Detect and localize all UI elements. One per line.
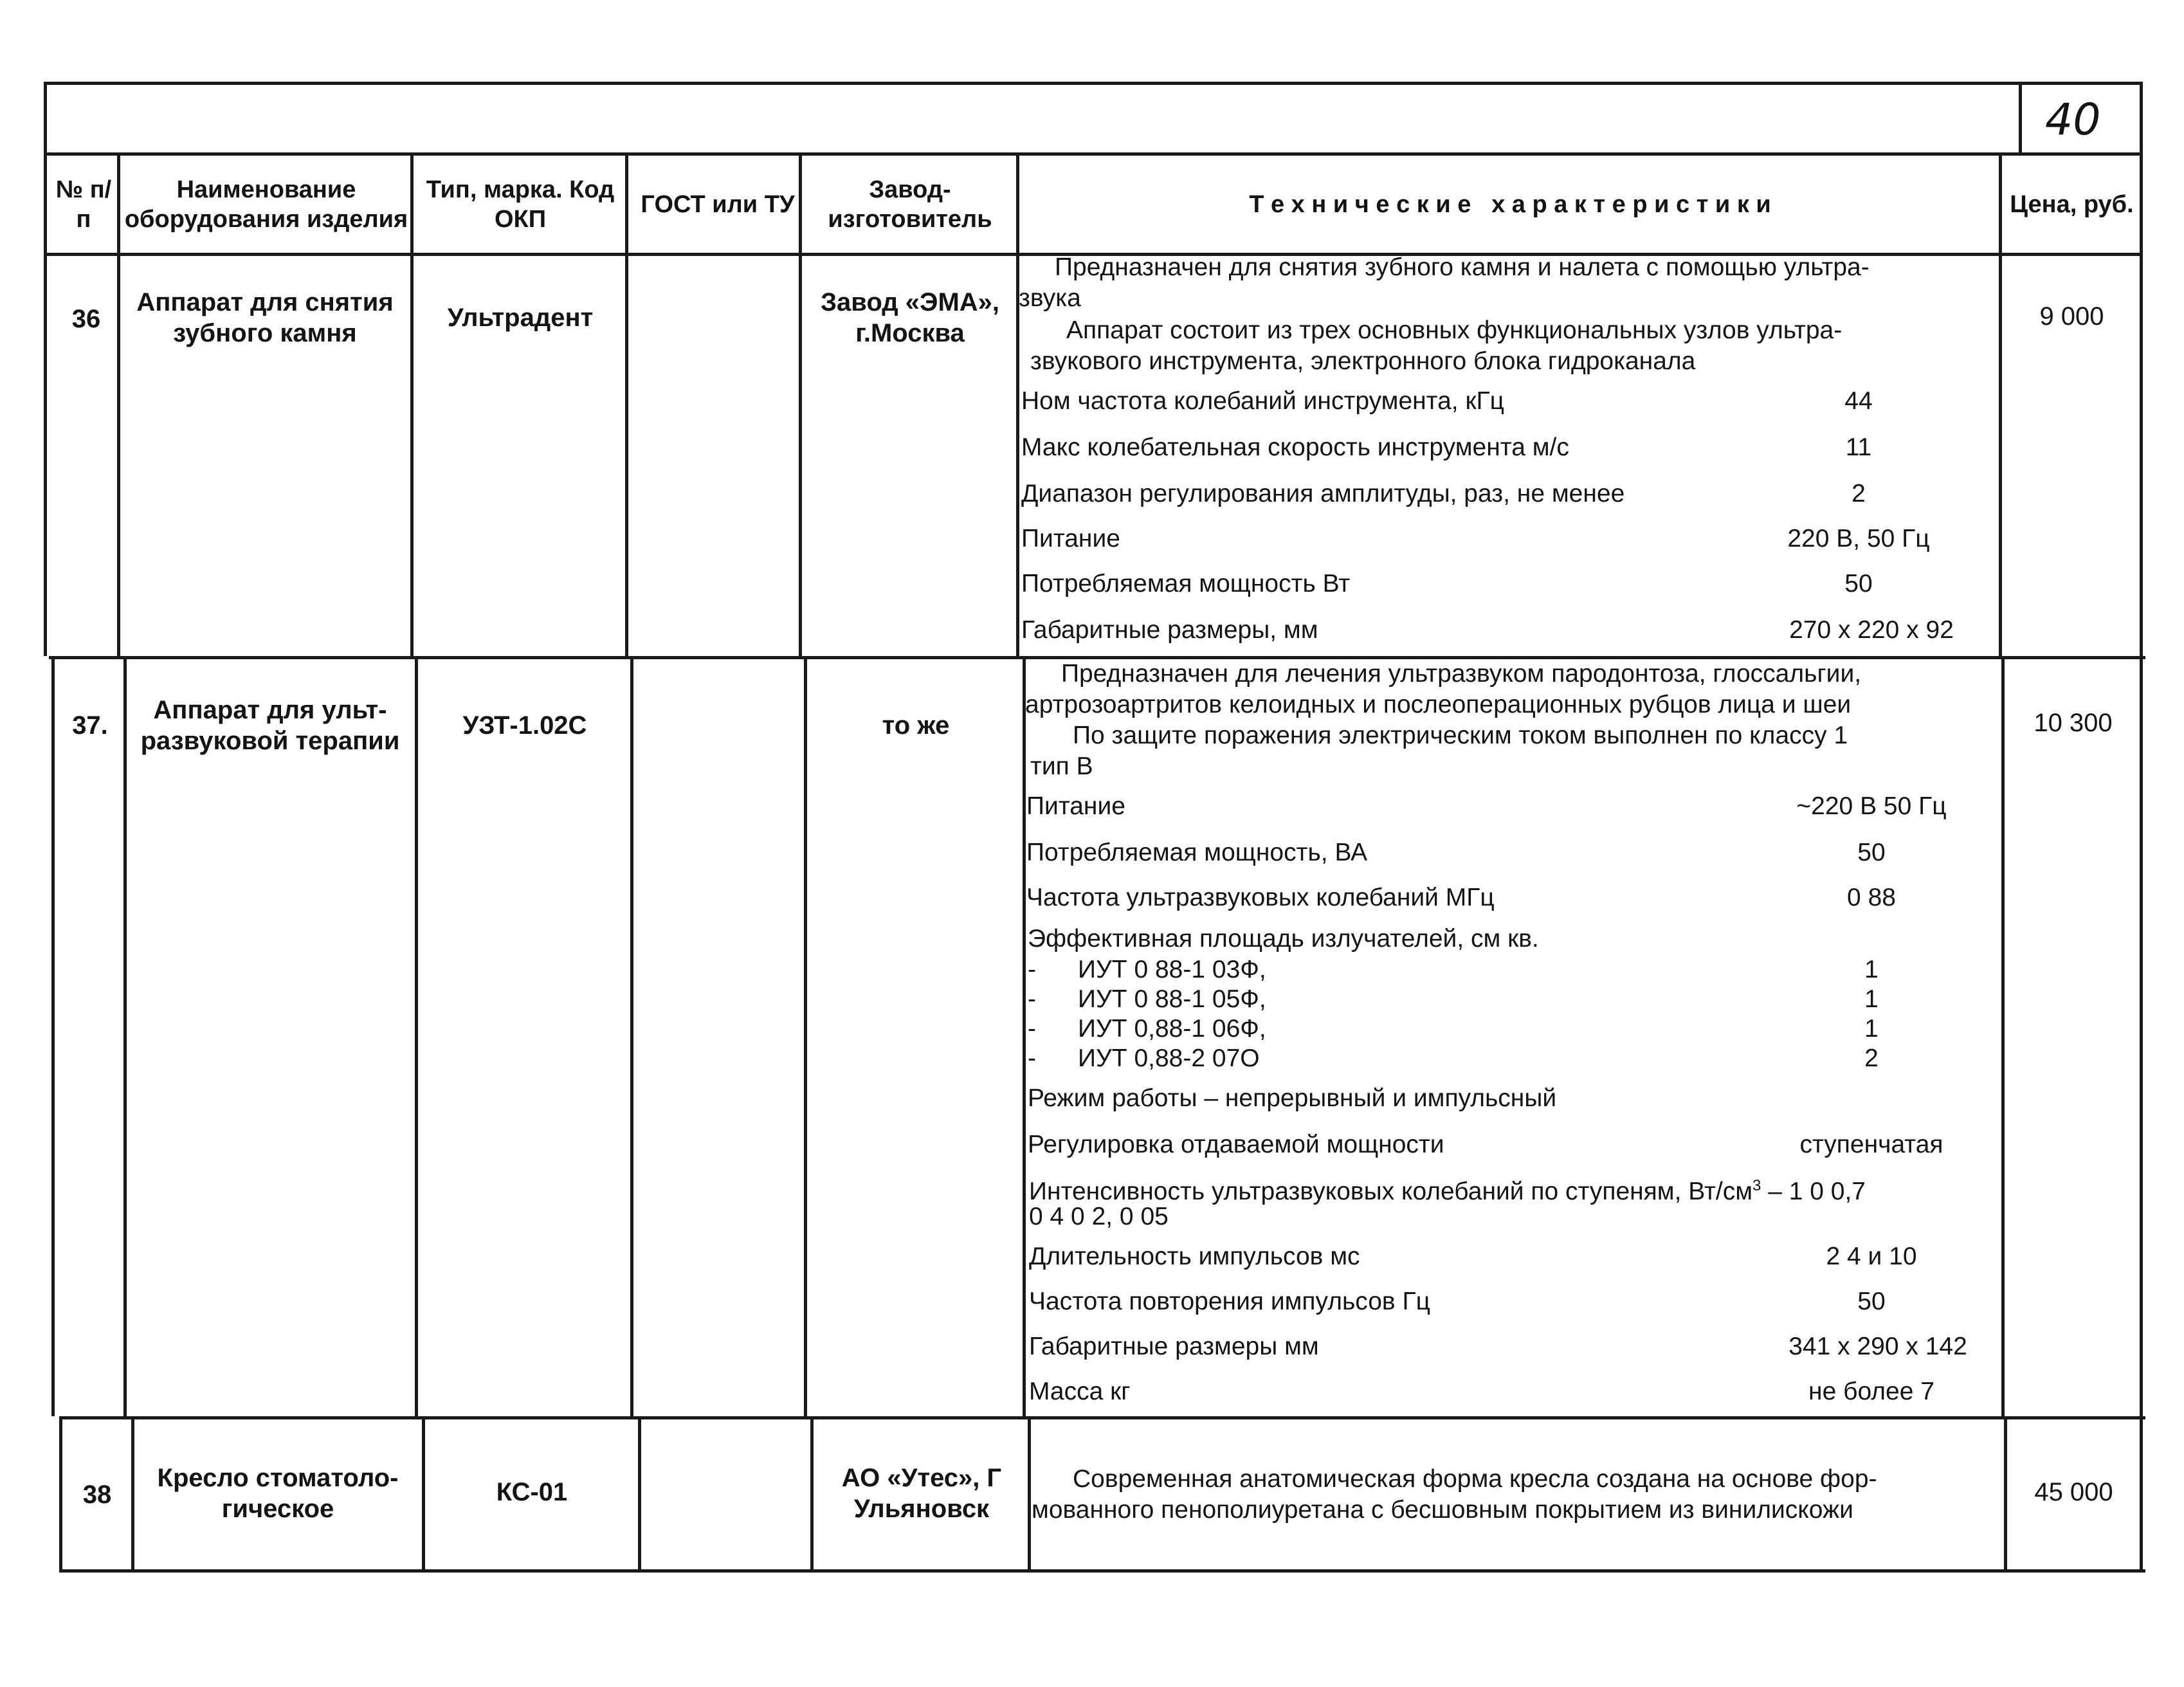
intensity-text: Интенсивность ультразвуковых колебаний по ступеням, Вт/см (1029, 1178, 1753, 1205)
col-gost-divider-a (625, 152, 628, 656)
emitter-value: 1 (1864, 956, 1879, 983)
header-price: Цена, руб. (2010, 190, 2134, 218)
spec-label: Масса кг (1029, 1378, 1131, 1405)
row37-bottom-border (59, 1416, 2145, 1419)
manufacturer: Завод «ЭМА», г.Москва (820, 288, 1000, 347)
page-number: 40 (2045, 95, 2101, 145)
spec-value: 341 х 290 х 142 (1788, 1333, 1967, 1360)
header-specs: Т е х н и ч е с к и е х а р а к т е р и с т и к и (1249, 190, 1771, 218)
spec-label: Диапазон регулирования амплитуды, раз, не менее (1021, 480, 1625, 507)
col-gost-divider-c (638, 1416, 641, 1573)
description-line: мованного пенополиуретана с бесшовным покрытием из винилискожи (1032, 1496, 1853, 1524)
row-number: 36 (71, 305, 101, 333)
emitters-title: Эффективная площадь излучателей, см кв. (1028, 925, 1539, 953)
equipment-type: Ультрадент (447, 304, 594, 332)
page-number-box-divider (2019, 82, 2022, 156)
col-type-divider-a (410, 152, 414, 656)
description-line: Предназначен для лечения ультразвуком пародонтоза, глоссальгии, (1061, 660, 1862, 688)
manufacturer: то же (882, 711, 950, 740)
description-line: Аппарат состоит из трех основных функциональных узлов ультра- (1066, 316, 1843, 344)
spec-value: ~220 В 50 Гц (1796, 792, 1947, 820)
spec-value: 270 х 220 х 92 (1789, 616, 1954, 644)
spec-label: Питание (1026, 792, 1125, 820)
emitter-label: - ИУТ 0 88-1 03Ф, (1028, 956, 1266, 983)
intensity-superscript: 3 (1752, 1177, 1761, 1194)
col-specs-divider-c (1028, 1416, 1031, 1573)
col-name-divider-b (123, 656, 127, 1416)
spec-value: 50 (1844, 570, 1873, 597)
equipment-type: КС-01 (496, 1478, 568, 1506)
spec-label: Питание (1021, 525, 1120, 552)
description-line: звука (1019, 284, 1081, 312)
manufacturer: АО «Утес», Г Ульяновск (841, 1464, 1002, 1523)
equipment-name: Аппарат для снятия зубного камня (136, 288, 394, 347)
spec-label: Частота повторения импульсов Гц (1029, 1288, 1430, 1315)
left-border-mid (51, 656, 55, 1416)
price: 10 300 (2034, 709, 2113, 737)
spec-label: Ном частота колебаний инструмента, кГц (1021, 387, 1504, 415)
spec-label: Потребляемая мощность Вт (1021, 570, 1351, 597)
spec-label: Габаритные размеры мм (1029, 1333, 1319, 1360)
row-number: 38 (82, 1481, 112, 1509)
col-maker-divider-c (810, 1416, 814, 1573)
emitter-label: - ИУТ 0 88-1 05Ф, (1028, 985, 1266, 1013)
price: 9 000 (2039, 302, 2104, 331)
spec-value: 44 (1844, 387, 1873, 415)
col-name-divider-a (117, 152, 120, 656)
spec-label: Регулировка отдаваемой мощности (1028, 1131, 1444, 1158)
row-number: 37. (72, 711, 108, 740)
emitter-value: 1 (1864, 1015, 1879, 1043)
col-maker-divider-a (799, 152, 802, 656)
equipment-type: УЗТ-1.02С (462, 711, 587, 740)
header-maker: Завод-изготовитель (828, 176, 992, 233)
col-type-divider-b (415, 656, 418, 1416)
spec-value: 2 (1852, 480, 1866, 507)
description-line: По защите поражения электрическим током выполнен по классу 1 (1073, 722, 1848, 749)
emitter-label: - ИУТ 0,88-1 06Ф, (1028, 1015, 1266, 1043)
description-line: Современная анатомическая форма кресла создана на основе фор- (1073, 1465, 1877, 1493)
spec-label: Потребляемая мощность, ВА (1026, 839, 1368, 866)
operating-mode: Режим работы – непрерывный и импульсный (1028, 1084, 1557, 1112)
intensity-tail: – 1 0 0,7 (1761, 1178, 1866, 1205)
spec-value: 11 (1845, 433, 1872, 461)
right-border (2140, 82, 2143, 1573)
price: 45 000 (2034, 1478, 2113, 1506)
emitter-label: - ИУТ 0,88-2 07О (1028, 1044, 1260, 1072)
description-line: тип В (1030, 752, 1093, 780)
top-border (44, 82, 2143, 85)
emitter-value: 1 (1864, 985, 1879, 1013)
left-border-top (44, 82, 47, 656)
col-price-divider-a (1999, 152, 2002, 656)
spec-value: не более 7 (1808, 1378, 1934, 1405)
equipment-name: Кресло стоматоло-гическое (157, 1464, 399, 1523)
spec-label: Габаритные размеры, мм (1021, 616, 1318, 644)
spec-value: ступенчатая (1799, 1131, 1943, 1158)
header-type: Тип, марка. Код ОКП (426, 176, 615, 233)
spec-label: Длительность импульсов мс (1029, 1243, 1360, 1270)
spec-label: Макс колебательная скорость инструмента м/с (1021, 433, 1569, 461)
spec-value: 50 (1857, 1288, 1886, 1315)
col-type-divider-c (422, 1416, 425, 1573)
col-specs-divider-b (1023, 656, 1026, 1416)
description-line: артрозоартритов келоидных и послеоперационных рубцов лица и шеи (1025, 691, 1852, 718)
emitter-value: 2 (1864, 1044, 1879, 1072)
header-gost: ГОСТ или ТУ (641, 190, 795, 218)
col-maker-divider-b (804, 656, 807, 1416)
col-gost-divider-b (630, 656, 633, 1416)
intensity-line-2: 0 4 0 2, 0 05 (1029, 1203, 1169, 1230)
header-no: № п/п (55, 176, 112, 233)
col-price-divider-b (2001, 656, 2005, 1416)
col-name-divider-c (131, 1416, 134, 1573)
spec-value: 50 (1857, 839, 1886, 866)
spec-value: 0 88 (1847, 884, 1896, 911)
spec-value: 220 В, 50 Гц (1787, 525, 1930, 552)
col-price-divider-c (2004, 1416, 2007, 1573)
spec-label: Частота ультразвуковых колебаний МГц (1026, 884, 1495, 911)
header-name: Наименование оборудования изделия (124, 176, 408, 233)
equipment-name: Аппарат для ульт-развуковой терапии (140, 696, 400, 755)
bottom-border (59, 1569, 2145, 1573)
description-line: звукового инструмента, электронного блока гидроканала (1030, 347, 1696, 375)
spec-value: 2 4 и 10 (1826, 1243, 1917, 1270)
left-border-bottom (59, 1416, 62, 1573)
col-specs-divider-a (1016, 152, 1019, 656)
description-line: Предназначен для снятия зубного камня и налета с помощью ультра- (1055, 253, 1870, 281)
